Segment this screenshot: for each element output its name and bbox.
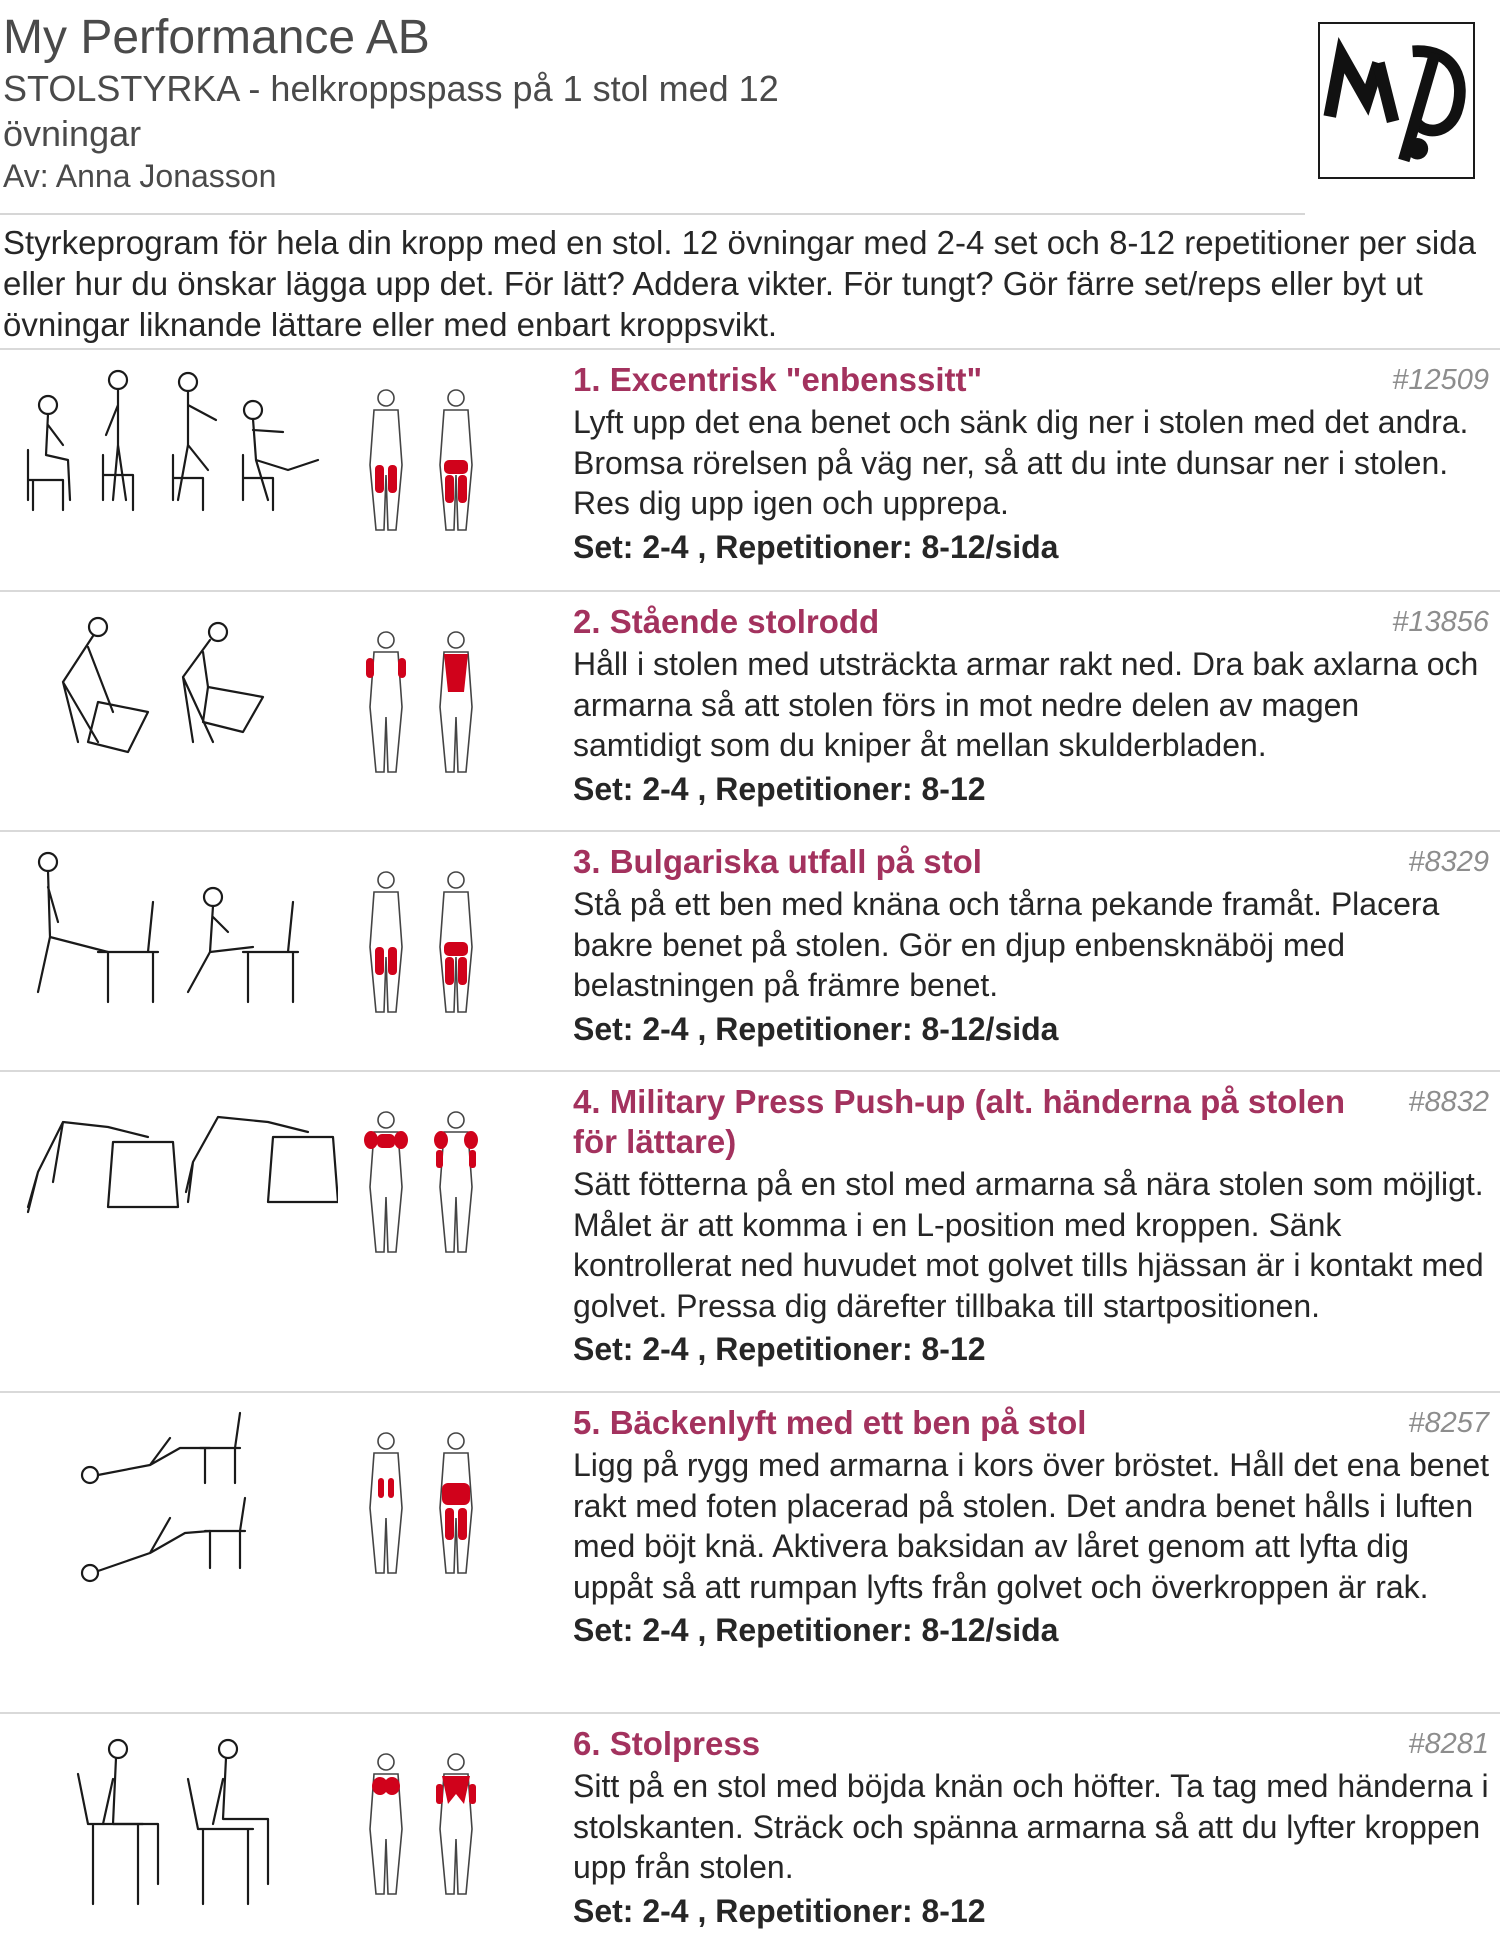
exercise-text <box>573 842 1493 1050</box>
muscle-diagram <box>356 862 496 1022</box>
exercise-item <box>0 590 1500 830</box>
exercise-id: #13856 <box>1392 606 1489 638</box>
muscle-diagram <box>356 380 496 540</box>
exercise-description: Ligg på rygg med armarna i kors över bröstet. Håll det ena benet rakt med foten placerad på stolen. Det andra benet hålls i luften med böjt knä. Aktivera baksidan av låret genom att lyfta dig uppåt så att rumpan lyfts från golvet och överkroppen är rak. <box>573 1447 1490 1605</box>
exercise-title: 5. Bäckenlyft med ett ben på stol <box>573 1404 1087 1441</box>
muscle-diagram <box>356 1102 496 1262</box>
exercise-illustration <box>70 1403 390 1613</box>
company-logo <box>1318 22 1475 179</box>
exercise-title: 2. Stående stolrodd <box>573 603 880 640</box>
exercise-text <box>573 1403 1493 1651</box>
program-intro: Styrkeprogram för hela din kropp med en stol. 12 övningar med 2-4 set och 8-12 repetitioner per sida eller hur du önskar lägga upp det. För lätt? Addera vikter. För tungt? Gör färre set/reps eller byt ut övningar liknande lättare eller med enbart kroppsvikt. <box>3 224 1476 343</box>
muscle-diagram <box>356 1744 496 1904</box>
exercise-title: 1. Excentrisk "enbenssitt" <box>573 361 983 398</box>
exercise-title: 4. Military Press Push-up (alt. händerna på stolen för lättare) <box>573 1083 1346 1160</box>
muscle-diagram <box>356 1423 496 1583</box>
exercise-text <box>573 602 1493 810</box>
exercise-item <box>0 1070 1500 1390</box>
exercise-id: #8329 <box>1408 846 1489 878</box>
exercise-text <box>573 1724 1493 1932</box>
exercise-title: 6. Stolpress <box>573 1725 761 1762</box>
exercise-description: Stå på ett ben med knäna och tårna pekande framåt. Placera bakre benet på stolen. Gör en djup enbensknäböj med belastningen på främre benet. <box>573 886 1440 1003</box>
exercise-illustration <box>18 1724 338 1934</box>
exercise-item <box>0 348 1500 588</box>
exercise-item <box>0 1391 1500 1711</box>
exercise-title: 3. Bulgariska utfall på stol <box>573 843 982 880</box>
program-title: STOLSTYRKA - helkroppspass på 1 stol med 12 övningar <box>3 68 779 154</box>
exercise-sets: Set: 2-4 , Repetitioner: 8-12/sida <box>573 1010 1059 1047</box>
exercise-sets: Set: 2-4 , Repetitioner: 8-12 <box>573 1892 986 1929</box>
exercise-description: Sitt på en stol med böjda knän och höfter. Ta tag med händerna i stolskanten. Sträck och spänna armarna så att du lyfter kroppen upp från stolen. <box>573 1768 1489 1885</box>
exercise-id: #8832 <box>1408 1086 1489 1118</box>
exercise-item <box>0 830 1500 1070</box>
exercise-illustration <box>18 360 338 570</box>
exercise-id: #8281 <box>1408 1728 1489 1760</box>
page-header <box>0 0 1500 200</box>
exercise-illustration <box>18 842 338 1052</box>
exercise-text <box>573 1082 1493 1370</box>
exercise-sets: Set: 2-4 , Repetitioner: 8-12 <box>573 770 986 807</box>
exercise-sets: Set: 2-4 , Repetitioner: 8-12/sida <box>573 1612 1059 1648</box>
exercise-description: Lyft upp det ena benet och sänk dig ner i stolen med det andra. Bromsa rörelsen på väg ner, så att du inte dunsar ner i stolen. Res dig upp igen och upprepa. <box>573 404 1469 521</box>
exercise-description: Sätt fötterna på en stol med armarna så nära stolen som möjligt. Målet är att komma i en L-position med kroppen. Sänk kontrollerat ned huvudet mot golvet tills hjässan är i kontakt med golvet. Pressa dig därefter tillbaka till startpositionen. <box>573 1166 1484 1324</box>
muscle-diagram <box>356 622 496 782</box>
exercise-id: #12509 <box>1392 364 1489 396</box>
author-line: Av: Anna Jonasson <box>3 158 277 194</box>
company-name: My Performance AB <box>3 11 430 64</box>
exercise-illustration <box>18 1082 338 1292</box>
exercise-sets: Set: 2-4 , Repetitioner: 8-12 <box>573 1331 986 1367</box>
exercise-sets: Set: 2-4 , Repetitioner: 8-12/sida <box>573 528 1059 565</box>
header-divider <box>0 213 1305 215</box>
exercise-description: Håll i stolen med utsträckta armar rakt ned. Dra bak axlarna och armarna så att stolen förs in mot nedre delen av magen samtidigt som du kniper åt mellan skulderbladen. <box>573 646 1479 763</box>
exercise-text <box>573 360 1493 568</box>
exercise-illustration <box>18 602 338 812</box>
exercise-item <box>0 1712 1500 1935</box>
exercise-id: #8257 <box>1408 1407 1489 1439</box>
